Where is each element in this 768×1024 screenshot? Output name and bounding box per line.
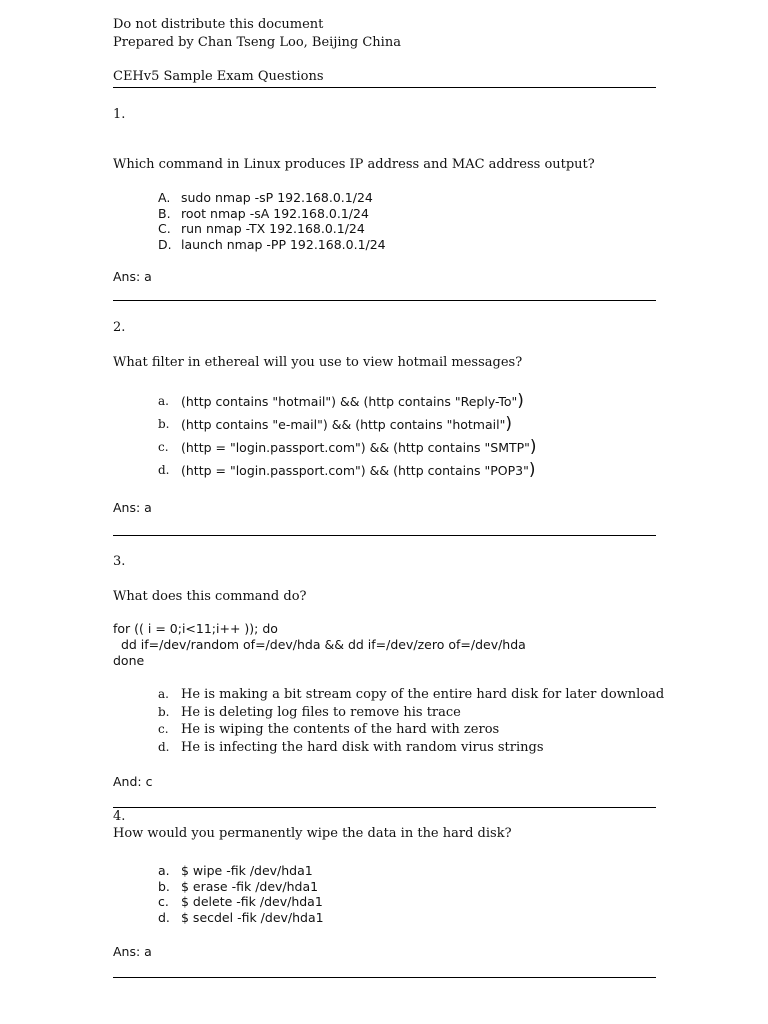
option-label: B.	[158, 205, 171, 221]
answer-text: Ans: a	[113, 269, 152, 284]
option-text: $ delete -fik /dev/hda1	[181, 894, 323, 909]
option-label: b.	[158, 704, 170, 719]
option-label: b.	[158, 417, 170, 431]
option-label: a.	[158, 394, 169, 408]
option-label: C.	[158, 221, 171, 236]
list-item	[158, 704, 664, 722]
option-text: sudo nmap -sP 192.168.0.1/24	[181, 190, 373, 205]
option-label: a.	[158, 863, 170, 878]
option-label: d.	[158, 909, 170, 925]
option-label: d.	[158, 463, 170, 477]
list-item	[158, 863, 324, 879]
option-text: root nmap -sA 192.168.0.1/24	[181, 205, 369, 221]
list-item	[158, 206, 386, 222]
document-title: CEHv5 Sample Exam Questions	[113, 69, 324, 84]
question-number: 1.	[113, 107, 126, 122]
option-label: c.	[158, 440, 169, 454]
question-text: How would you permanently wipe the data in the hard disk?	[113, 826, 512, 841]
distribution-notice: Do not distribute this document	[113, 17, 324, 32]
option-text: (http contains "e-mail") && (http contains "hotmail"	[181, 417, 506, 432]
list-item	[158, 459, 537, 482]
list-item	[158, 686, 664, 704]
option-text: (http = "login.passport.com") && (http contains "POP3"	[181, 463, 529, 478]
option-list	[158, 390, 537, 482]
option-text: (http contains "hotmail") && (http contains "Reply-To"	[181, 394, 518, 409]
list-item	[158, 894, 324, 910]
option-label: d.	[158, 739, 170, 754]
list-item	[158, 910, 324, 926]
option-text: $ secdel -fik /dev/hda1	[181, 909, 324, 925]
list-item	[158, 413, 537, 436]
option-text: (http = "login.passport.com") && (http contains "SMTP"	[181, 440, 530, 455]
question-divider	[113, 300, 656, 301]
closing-paren: )	[505, 414, 512, 434]
option-label: a.	[158, 687, 169, 701]
title-rule	[113, 87, 656, 88]
list-item	[158, 221, 386, 237]
option-text: $ erase -fik /dev/hda1	[181, 878, 319, 894]
answer-text: Ans: a	[113, 500, 152, 515]
option-label: D.	[158, 236, 172, 252]
list-item	[158, 237, 386, 253]
list-item	[158, 390, 537, 413]
option-label: A.	[158, 190, 171, 205]
list-item	[158, 879, 324, 895]
option-list	[158, 863, 324, 925]
question-divider	[113, 535, 656, 536]
option-text: $ wipe -fik /dev/hda1	[181, 863, 313, 878]
closing-paren: )	[529, 437, 537, 457]
question-text: What filter in ethereal will you use to view hotmail messages?	[113, 355, 523, 370]
question-text: What does this command do?	[113, 589, 307, 604]
question-divider	[113, 977, 656, 978]
answer-text: Ans: a	[113, 944, 152, 959]
option-text: run nmap -TX 192.168.0.1/24	[181, 221, 365, 236]
code-line: done	[113, 653, 145, 668]
document-page	[113, 0, 665, 1024]
question-number: 2.	[113, 320, 126, 335]
option-label: c.	[158, 894, 169, 909]
question-number: 4.	[113, 809, 126, 824]
code-line: for (( i = 0;i<11;i++ )); do	[113, 621, 278, 636]
option-list	[158, 190, 386, 252]
list-item	[158, 721, 664, 739]
option-label: c.	[158, 722, 169, 736]
option-text: He is deleting log files to remove his trace	[181, 704, 461, 720]
question-text: Which command in Linux produces IP address and MAC address output?	[113, 157, 595, 172]
option-text: He is wiping the contents of the hard with zeros	[181, 722, 500, 737]
answer-text: And: c	[113, 774, 153, 789]
closing-paren: )	[517, 391, 524, 411]
list-item	[158, 190, 386, 206]
list-item	[158, 739, 664, 757]
author-line: Prepared by Chan Tseng Loo, Beijing China	[113, 35, 401, 50]
option-text: launch nmap -PP 192.168.0.1/24	[181, 236, 386, 252]
closing-paren: )	[528, 460, 536, 480]
option-text: He is making a bit stream copy of the entire hard disk for later download	[181, 687, 665, 702]
question-number: 3.	[113, 554, 126, 569]
list-item	[158, 436, 537, 459]
option-label: b.	[158, 878, 170, 894]
code-line: dd if=/dev/random of=/dev/hda && dd if=/dev/zero of=/dev/hda	[113, 637, 526, 652]
option-list	[158, 686, 664, 756]
option-text: He is infecting the hard disk with random virus strings	[181, 739, 544, 755]
question-divider	[113, 807, 656, 808]
